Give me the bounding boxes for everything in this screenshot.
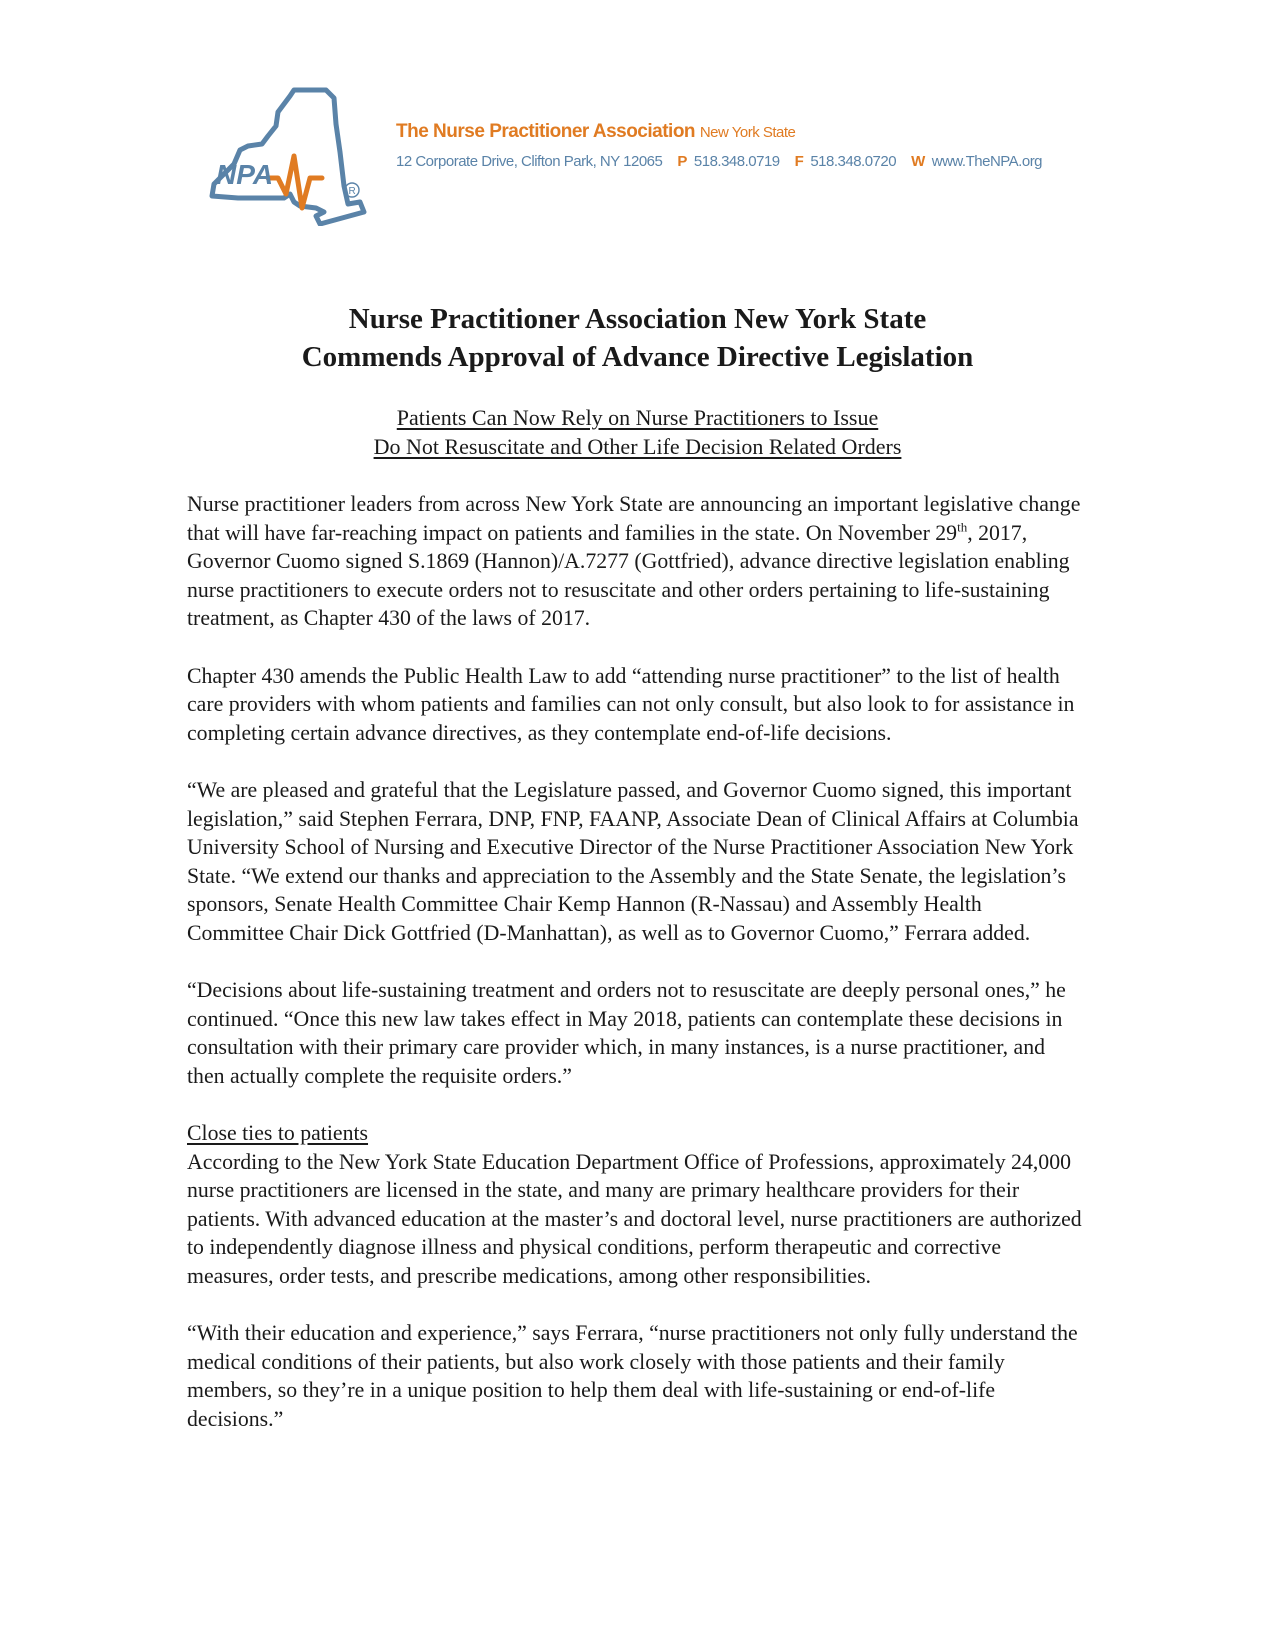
svg-text:R: R — [348, 186, 356, 197]
page-title — [0, 300, 1275, 376]
title-line-1: Nurse Practitioner Association New York State — [348, 303, 927, 335]
org-address: 12 Corporate Drive, Clifton Park, NY 12065 — [396, 153, 663, 170]
paragraph-4: “Decisions about life-sustaining treatment and orders not to resuscitate are deeply personal ones,” he continued. “Once this new law takes effect in May 2018, patients can contemplate these decisions in consultation with their primary care provider which, in many instances, is a nurse practitioner, and then actually complete the requisite orders.” — [187, 978, 1066, 1088]
paragraph-6: “With their education and experience,” says Ferrara, “nurse practitioners not only fully understand the medical conditions of their patients, but also work closely with those patients and their family members, so they’re in a unique position to help them deal with life-sustaining or end-of-life decisions.” — [187, 1321, 1078, 1431]
phone-label: P — [677, 153, 687, 170]
section-heading: Close ties to patients — [187, 1121, 369, 1146]
phone-number: 518.348.0719 — [693, 153, 780, 170]
paragraph-3: “We are pleased and grateful that the Legislature passed, and Governor Cuomo signed, this important legislation,” said Stephen Ferrara, DNP, FNP, FAANP, Associate Dean of Clinical Affairs at Columbia University School of Nursing and Executive Director of the Nurse Practitioner Association New York State. “We extend our thanks and appreciation to the Assembly and the State Senate, the legislation’s sponsors, Senate Health Committee Chair Kemp Hannon (R-Nassau) and Assembly Health Committee Chair Dick Gottfried (D-Manhattan), as well as to Governor Cuomo,” Ferrara added. — [187, 777, 1079, 945]
letterhead-contact-line — [396, 153, 1096, 171]
npa-logo — [198, 86, 370, 226]
ny-state-outline-icon — [212, 90, 364, 224]
org-state: New York State — [699, 124, 796, 141]
letterhead — [396, 121, 1096, 171]
subtitle-line-1: Patients Can Now Rely on Nurse Practitioners to Issue — [396, 405, 879, 430]
press-release-body — [187, 490, 1082, 1462]
paragraph-1: Nurse practitioner leaders from across New York State are announcing an important legislative change that will have far-reaching impact on patients and families in the state. On November 29th, 2017, Governor Cuomo signed S.1869 (Hannon)/A.7277 (Gottfried), advance directive legislation enabling nurse practitioners to execute orders not to resuscitate and other orders pertaining to life-sustaining treatment, as Chapter 430 of the laws of 2017. — [187, 492, 1081, 631]
fax-label: F — [794, 153, 804, 170]
website-link[interactable]: www.TheNPA.org — [931, 153, 1043, 170]
fax-number: 518.348.0720 — [810, 153, 897, 170]
paragraph-5: According to the New York State Education Department Office of Professions, approximately 24,000 nurse practitioners are licensed in the state, and many are primary healthcare providers for their patients. With advanced education at the master’s and doctoral level, nurse practitioners are authorized to independently diagnose illness and physical conditions, perform therapeutic and corrective measures, order tests, and prescribe medications, among other responsibilities. — [187, 1149, 1082, 1289]
page-subtitle — [0, 403, 1275, 461]
subtitle-line-2: Do Not Resuscitate and Other Life Decision Related Orders — [373, 434, 902, 459]
title-line-2: Commends Approval of Advance Directive Legislation — [301, 341, 974, 373]
letterhead-title-line — [396, 121, 1096, 144]
logo-text: NPA — [216, 159, 274, 190]
org-name: The Nurse Practitioner Association — [396, 121, 696, 142]
web-label: W — [911, 153, 925, 170]
paragraph-2: Chapter 430 amends the Public Health Law to add “attending nurse practitioner” to the list of health care providers with whom patients and families can not only consult, but also look to for assistance in completing certain advance directives, as they contemplate end-of-life decisions. — [187, 663, 1075, 745]
